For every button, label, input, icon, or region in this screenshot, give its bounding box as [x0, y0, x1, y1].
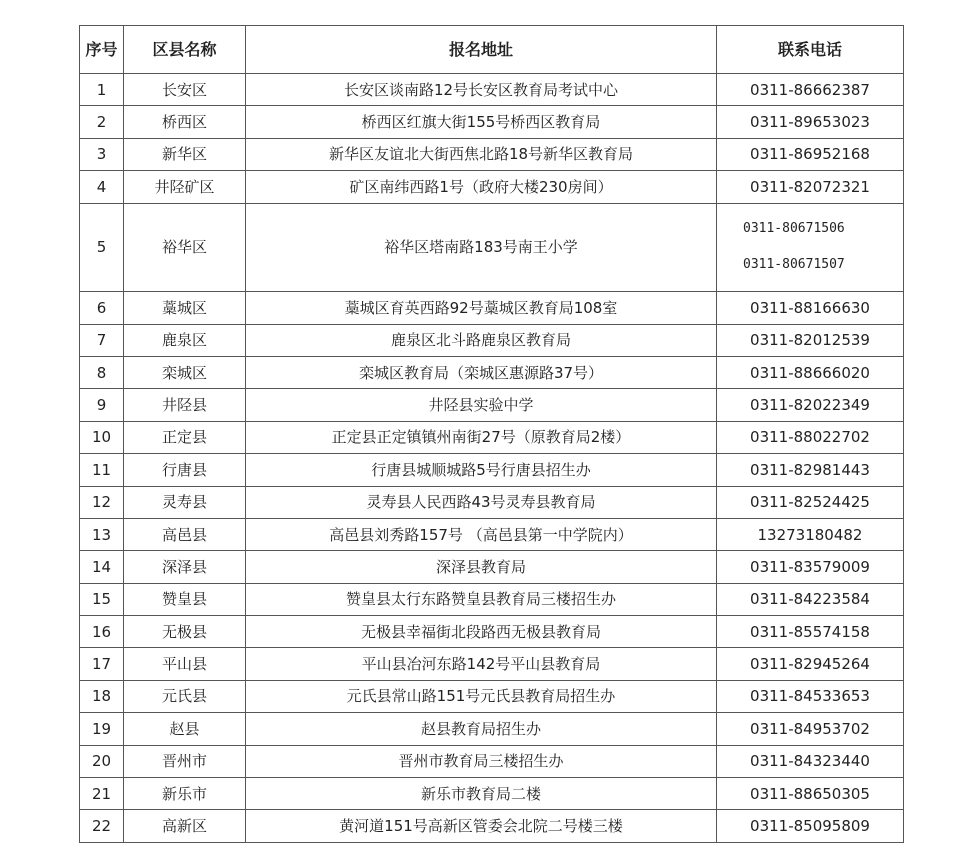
- district-name: 井陉县: [124, 389, 246, 421]
- phone-number: 0311-82072321: [717, 171, 904, 203]
- row-number: 2: [80, 106, 124, 138]
- row-number: 16: [80, 616, 124, 648]
- phone-number: 0311-88650305: [717, 777, 904, 809]
- table-row: [80, 454, 904, 486]
- table-row: [80, 648, 904, 680]
- district-name: 高新区: [124, 810, 246, 843]
- district-name: 鹿泉区: [124, 324, 246, 356]
- table-row: [80, 74, 904, 106]
- table-row: [80, 616, 904, 648]
- address: 裕华区塔南路183号南王小学: [246, 203, 717, 292]
- table-row: [80, 324, 904, 356]
- address: 晋州市教育局三楼招生办: [246, 745, 717, 777]
- address: 行唐县城顺城路5号行唐县招生办: [246, 454, 717, 486]
- district-name: 藁城区: [124, 292, 246, 324]
- row-number: 8: [80, 357, 124, 389]
- header-number: 序号: [80, 26, 124, 74]
- address: 黄河道151号高新区管委会北院二号楼三楼: [246, 810, 717, 843]
- district-name: 栾城区: [124, 357, 246, 389]
- phone-number: 0311-85095809: [717, 810, 904, 843]
- row-number: 9: [80, 389, 124, 421]
- row-number: 22: [80, 810, 124, 843]
- row-number: 13: [80, 518, 124, 550]
- phone-number: 0311-80671506: [743, 221, 845, 237]
- address: 赞皇县太行东路赞皇县教育局三楼招生办: [246, 583, 717, 615]
- phone-numbers: [717, 203, 904, 292]
- district-name: 赞皇县: [124, 583, 246, 615]
- address: 鹿泉区北斗路鹿泉区教育局: [246, 324, 717, 356]
- row-number: 20: [80, 745, 124, 777]
- phone-number: 0311-88166630: [717, 292, 904, 324]
- phone-number: 0311-88022702: [717, 421, 904, 453]
- table-body: [80, 74, 904, 843]
- address: 高邑县刘秀路157号 （高邑县第一中学院内）: [246, 518, 717, 550]
- row-number: 5: [80, 203, 124, 292]
- district-name: 无极县: [124, 616, 246, 648]
- table-row: [80, 389, 904, 421]
- district-name: 井陉矿区: [124, 171, 246, 203]
- header-phone: 联系电话: [717, 26, 904, 74]
- address: 赵县教育局招生办: [246, 713, 717, 745]
- table-row: [80, 171, 904, 203]
- phone-number: 0311-82022349: [717, 389, 904, 421]
- table-row: [80, 357, 904, 389]
- table-row: [80, 680, 904, 712]
- address: 深泽县教育局: [246, 551, 717, 583]
- header-address: 报名地址: [246, 26, 717, 74]
- row-number: 19: [80, 713, 124, 745]
- address: 栾城区教育局（栾城区惠源路37号）: [246, 357, 717, 389]
- district-name: 元氏县: [124, 680, 246, 712]
- row-number: 6: [80, 292, 124, 324]
- table-row: [80, 777, 904, 809]
- phone-number: 0311-84533653: [717, 680, 904, 712]
- row-number: 18: [80, 680, 124, 712]
- phone-number: 0311-80671507: [743, 257, 845, 273]
- district-name: 裕华区: [124, 203, 246, 292]
- phone-number: 13273180482: [717, 518, 904, 550]
- row-number: 12: [80, 486, 124, 518]
- district-name: 灵寿县: [124, 486, 246, 518]
- district-name: 长安区: [124, 74, 246, 106]
- registration-table: [79, 25, 904, 843]
- phone-number: 0311-84223584: [717, 583, 904, 615]
- row-number: 15: [80, 583, 124, 615]
- phone-number: 0311-82524425: [717, 486, 904, 518]
- phone-number: 0311-82981443: [717, 454, 904, 486]
- address: 新华区友谊北大街西焦北路18号新华区教育局: [246, 138, 717, 170]
- district-name: 新乐市: [124, 777, 246, 809]
- phone-number: 0311-86952168: [717, 138, 904, 170]
- address: 无极县幸福街北段路西无极县教育局: [246, 616, 717, 648]
- row-number: 4: [80, 171, 124, 203]
- table-row: [80, 810, 904, 843]
- phone-number: 0311-86662387: [717, 74, 904, 106]
- address: 藁城区育英西路92号藁城区教育局108室: [246, 292, 717, 324]
- table-row: [80, 583, 904, 615]
- table-row: [80, 106, 904, 138]
- row-number: 14: [80, 551, 124, 583]
- row-number: 1: [80, 74, 124, 106]
- phone-number: 0311-89653023: [717, 106, 904, 138]
- header-district: 区县名称: [124, 26, 246, 74]
- header-row: [80, 26, 904, 74]
- phone-number: 0311-84953702: [717, 713, 904, 745]
- address: 新乐市教育局二楼: [246, 777, 717, 809]
- row-number: 10: [80, 421, 124, 453]
- row-number: 3: [80, 138, 124, 170]
- table-row: [80, 421, 904, 453]
- district-name: 行唐县: [124, 454, 246, 486]
- address: 正定县正定镇镇州南街27号（原教育局2楼）: [246, 421, 717, 453]
- table-row: [80, 551, 904, 583]
- phone-number: 0311-82012539: [717, 324, 904, 356]
- row-number: 17: [80, 648, 124, 680]
- table-row: [80, 292, 904, 324]
- table-row: [80, 745, 904, 777]
- address: 长安区谈南路12号长安区教育局考试中心: [246, 74, 717, 106]
- address: 桥西区红旗大街155号桥西区教育局: [246, 106, 717, 138]
- table-row: [80, 713, 904, 745]
- address: 平山县冶河东路142号平山县教育局: [246, 648, 717, 680]
- table-row: [80, 518, 904, 550]
- phone-number: 0311-82945264: [717, 648, 904, 680]
- phone-number: 0311-85574158: [717, 616, 904, 648]
- district-name: 赵县: [124, 713, 246, 745]
- phone-number: 0311-83579009: [717, 551, 904, 583]
- district-name: 高邑县: [124, 518, 246, 550]
- district-name: 正定县: [124, 421, 246, 453]
- district-name: 平山县: [124, 648, 246, 680]
- address: 井陉县实验中学: [246, 389, 717, 421]
- table-row: [80, 138, 904, 170]
- phone-number: 0311-88666020: [717, 357, 904, 389]
- address: 元氏县常山路151号元氏县教育局招生办: [246, 680, 717, 712]
- address: 灵寿县人民西路43号灵寿县教育局: [246, 486, 717, 518]
- district-name: 新华区: [124, 138, 246, 170]
- row-number: 21: [80, 777, 124, 809]
- row-number: 7: [80, 324, 124, 356]
- district-name: 深泽县: [124, 551, 246, 583]
- district-name: 晋州市: [124, 745, 246, 777]
- phone-number: 0311-84323440: [717, 745, 904, 777]
- table-row: [80, 203, 904, 292]
- address: 矿区南纬西路1号（政府大楼230房间）: [246, 171, 717, 203]
- district-name: 桥西区: [124, 106, 246, 138]
- row-number: 11: [80, 454, 124, 486]
- table-row: [80, 486, 904, 518]
